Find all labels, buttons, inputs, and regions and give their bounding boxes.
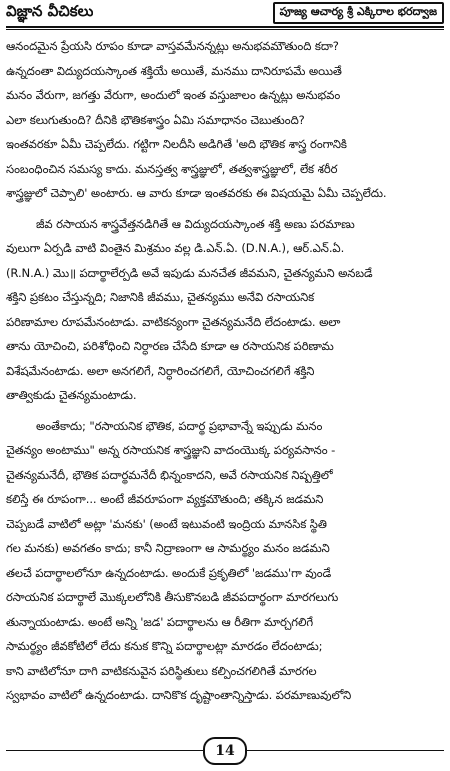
text-line: చైతన్యమనేదీ, భౌతిక పదార్థమనేదీ భిన్నంకాదని, అవే రసాయనిక నిష్పత్తిలో (6, 467, 333, 482)
text-line: పరిణామాల రూపమేనంటాడు. వాటికన్యంగా చైతన్యమనేది లేదంటాడు. అలా (6, 314, 341, 329)
author-name: పూజ్య ఆచార్య శ్రీ ఎక్కిరాల భరద్వాజ (273, 2, 444, 24)
header-rule (6, 26, 444, 30)
text-line: స్వభావం వాటిలో ఉన్నదంటాడు. దానికొక దృష్టాంతాన్నిస్తాడు. పరమాణువులోని (6, 688, 352, 702)
text-line: ఆనందమైన ప్రేయసి రూపం కూడా వాస్తవమేనన్నట్లు అనుభవమౌతుంది కదా? (6, 39, 339, 53)
page-footer (6, 737, 444, 765)
text-line: సామర్థ్యం జీవకోటిలో లేదు కనుక కొన్ని పదార్థాలట్లా మారడం లేదంటాడు; (6, 639, 323, 653)
text-line: అంతేకాదు; "రసాయనిక భౌతిక, పదార్థ ప్రభావాన్నే ఇప్పుడు మనం (36, 418, 323, 433)
text-line: ఉన్నదంతా విద్యుదయస్కాంత శక్తియే అయితే, మనము దానిరూపమే అయితే (6, 63, 342, 78)
text-line: జీవ రసాయన శాస్త్రవేత్తనడిగితే ఆ విద్యుదయస్కాంత శక్తి అణు పరమాణు (36, 216, 355, 231)
text-line: ఇంతవరకూ ఏమీ చెప్పలేదు. గట్టిగా నిలదీసి అడిగితే 'అది భౌతిక శాస్త్ర రంగానికి (6, 137, 347, 151)
text-line: తలచే పదార్థాలలోనూ ఉన్నదంటాడు. అందుకే ప్రకృతిలో 'జడము'గా వుండే (6, 565, 332, 580)
text-line: చైతన్యం అంటాము" అన్న రసాయనిక శాస్త్రజ్ఞుని వాదంయొక్క పర్యవసానం - (6, 443, 336, 457)
text-line: సంబంధించిన సమస్య కాదు. మనస్తత్వ శాస్త్రజ్ఞులో, తత్వశాస్త్రజ్ఞులో, లేక శరీర (6, 161, 338, 176)
text-line: కాని వాటిలోనూ దాగి వాటికనువైన పరిస్థితులు కల్పించగలిగితే మారగల (6, 663, 317, 678)
text-line: చెప్పబడే వాటిలో అట్లా 'మనకు' (అంటే ఇటువంటి ఇంద్రియ మానసిక స్థితి (6, 516, 327, 531)
text-line: తాను యోచించి, పరిశోధించి నిర్ధారణ చేసేది కూడా ఆ రసాయనిక పరిణామ (6, 339, 334, 353)
page-number: 14 (203, 737, 247, 765)
text-line: రసాయనిక పదార్థాలే మొక్కలలోనికి తీసుకొనబడి జీవపదార్థంగా మారగలుగు (6, 590, 339, 604)
book-title: విజ్ఞాన వీచికలు (6, 2, 94, 20)
text-line: తున్నాయంటాడు. అంటే అన్ని 'జడ' పదార్థాలను ఆ రీతిగా మార్చగలిగే (6, 614, 314, 629)
text-line: శక్తిని ప్రకటం చేస్తున్నది; నిజానికి జీవము, చైతన్యము అనేవి రసాయనిక (6, 290, 315, 304)
text-line: శాస్త్రజ్ఞులో చెప్పాలి' అంటారు. ఆ వారు కూడా ఇంతవరకు ఈ విషయమై ఏమీ చెప్పలేదు. (6, 186, 387, 200)
text-line: వులుగా ఏర్పడి వాటి వింతైన మిశ్రమం వల్ల డి.ఎన్.ఏ. (D.N.A.), ఆర్.ఎన్.ఏ. (6, 241, 345, 255)
text-line: కలిస్తే ఈ రూపంగా... అంటే జీవరూపంగా వ్యక్తమౌతుంది; తక్కిన జడమని (6, 492, 324, 506)
text-line: (R.N.A.) మొ॥ పదార్థాలేర్పడి అవే ఇపుడు మనచేత జీవమని, చైతన్యమని అనబడే (6, 265, 373, 280)
text-line: ఎలా కలుగుతుంది? దీనికి భౌతికశాస్త్రం ఏమి సమాధానం చెబుతుంది? (6, 112, 305, 127)
page-header (6, 2, 444, 24)
body-text (6, 34, 444, 708)
text-line: తాత్వికుడు చైతన్యమంటాడు. (6, 388, 137, 402)
text-line: విశేషమేనంటాడు. అలా అనగలిగే, నిర్ధారించగలిగే, యోచించగలిగే శక్తిని (6, 363, 315, 378)
text-line: గల మనకు) అవగతం కాదు; కానీ నిద్రాణంగా ఆ సామర్థ్యం మనం జడమని (6, 541, 330, 555)
text-line: మనం వేరుగా, జగత్తు వేరుగా, అందులో ఇంత వస్తుజాలం ఉన్నట్లు అనుభవం (6, 88, 341, 102)
